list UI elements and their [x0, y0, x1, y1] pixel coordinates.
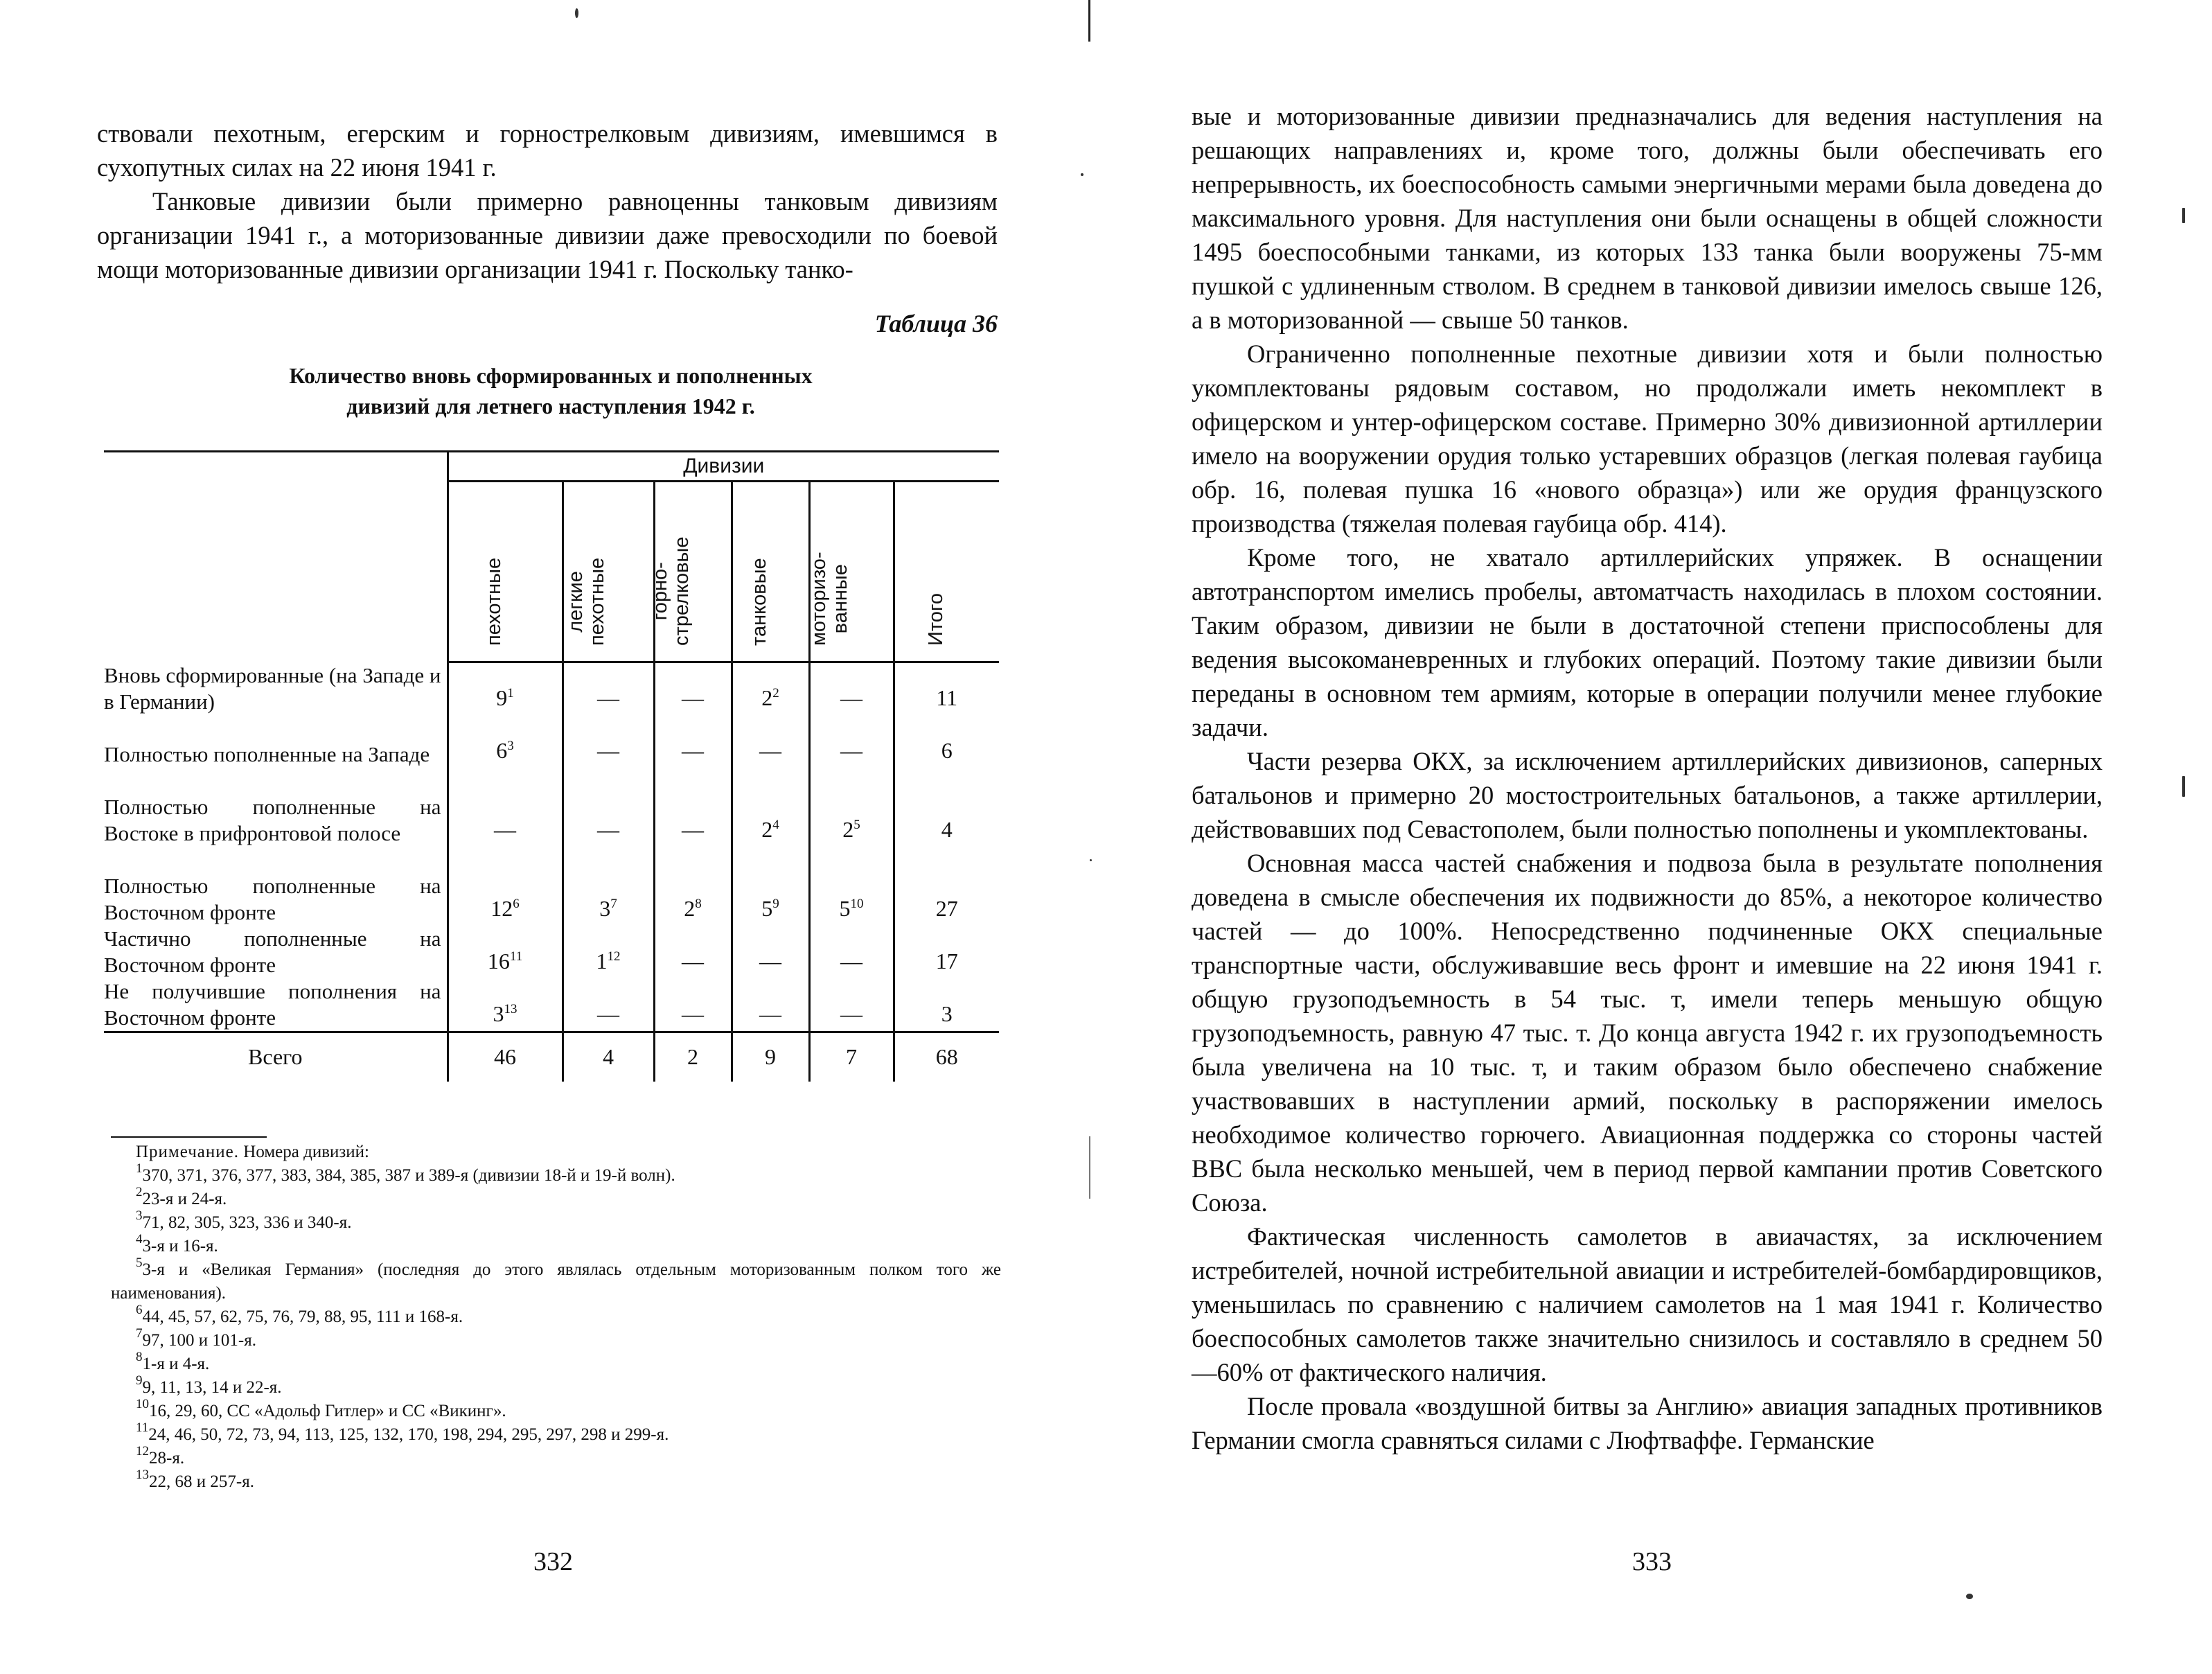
footnote — [111, 1470, 1001, 1494]
table-cell — [732, 715, 809, 768]
footnote-ref: 7 — [610, 896, 617, 911]
table-row — [104, 926, 999, 978]
column-header-1 — [448, 482, 563, 662]
total-value: 4 — [563, 1032, 654, 1082]
footnote-number: 1 — [136, 1161, 143, 1176]
table-row — [104, 768, 999, 847]
paragraph: Ограниченно пополненные пехотные дивизии хотя и были полностью укомплектованы рядовым составом, но продолжали иметь некомплект в офицерском и унтер-офицерском составе. Примерно 30% дивизионной артиллерии имело на вооружении орудия только устаревших образцов (легкая полевая гаубица обр. 16, полевая пушка 16 «нового образца») или же орудия французского производства (тяжелая полевая гаубица обр. 414). — [1192, 340, 2103, 538]
table-row — [104, 715, 999, 768]
cell-value: 9 — [496, 685, 508, 710]
cell-value: 2 — [842, 816, 854, 842]
total-row — [104, 1032, 999, 1082]
footnote — [111, 1326, 1001, 1353]
table-row — [104, 662, 999, 715]
column-header-text — [808, 552, 851, 646]
cell-value: 2 — [761, 685, 773, 710]
footnote-number: 5 — [136, 1256, 143, 1270]
footnote-text: 97, 100 и 101-я. — [142, 1331, 256, 1350]
footnote-text: 71, 82, 305, 323, 336 и 340-я. — [142, 1213, 352, 1232]
table-cell — [732, 978, 809, 1032]
group-header-divisions: Дивизии — [448, 452, 999, 482]
table-cell — [732, 662, 809, 715]
total-value: 9 — [732, 1032, 809, 1082]
column-header-3 — [649, 482, 732, 662]
row-label: Полностью пополненные на Восточном фронте — [104, 873, 441, 924]
table-cell — [448, 662, 563, 715]
table-title-line-2: дивизий для летнего наступления 1942 г. — [346, 394, 755, 418]
table-cell — [563, 662, 654, 715]
right-page — [1095, 0, 2212, 1674]
column-header-5 — [809, 482, 894, 662]
footnote-number: 10 — [136, 1397, 149, 1411]
scan-speck — [1081, 173, 1083, 176]
table-label: Таблица 36 — [874, 310, 998, 337]
total-value: 68 — [894, 1032, 999, 1082]
column-header-6 — [894, 482, 999, 662]
table-cell — [654, 768, 732, 847]
footnote-text: 44, 45, 57, 62, 75, 76, 79, 88, 95, 111 и 168-я. — [142, 1307, 463, 1326]
column-header-line: Итого — [924, 593, 947, 646]
footnote-list — [111, 1161, 1001, 1494]
column-header-text — [484, 558, 505, 646]
table-cell — [809, 978, 894, 1032]
scan-speck — [1090, 859, 1092, 861]
cell-value: 17 — [935, 948, 958, 973]
cell-value: 11 — [936, 685, 958, 710]
cell-value: — — [597, 737, 619, 763]
footnote — [111, 1258, 1001, 1305]
table-cell — [894, 847, 999, 926]
footnote — [111, 1444, 1001, 1470]
table-corner-cell — [104, 452, 448, 662]
footnote-ref: 3 — [507, 738, 514, 753]
column-header-line: моторизо- — [808, 552, 830, 646]
cell-value: — — [840, 737, 862, 763]
row-label: Вновь сформированные (на Западе и в Германии) — [104, 662, 441, 714]
cell-value: 6 — [941, 737, 953, 763]
total-value: 7 — [809, 1032, 894, 1082]
table-title — [104, 360, 998, 421]
cell-value: 5 — [839, 895, 851, 921]
footnote-number: 11 — [136, 1420, 149, 1435]
footnote-text: 23-я и 24-я. — [142, 1190, 227, 1208]
footnote-ref: 2 — [772, 685, 779, 701]
column-header-text — [749, 558, 770, 646]
footnote-rule — [111, 1136, 267, 1138]
footnote — [111, 1232, 1001, 1258]
table-cell — [809, 768, 894, 847]
row-label: Частично пополненные на Восточном фронте — [104, 926, 441, 977]
right-body-text — [1192, 99, 2103, 1457]
cell-value: — — [682, 737, 704, 763]
table-cell — [732, 768, 809, 847]
table-cell — [894, 715, 999, 768]
table-cell — [894, 978, 999, 1032]
column-header-line: стрелковые — [671, 536, 693, 646]
footnote-text: 9, 11, 13, 14 и 22-я. — [142, 1378, 282, 1397]
cell-value: — — [682, 948, 704, 973]
footnote — [111, 1373, 1001, 1400]
row-label: Полностью пополненные на Западе — [104, 741, 430, 766]
footnote-ref: 5 — [853, 817, 860, 832]
cell-value: — — [759, 948, 781, 973]
note-intro-text: Номера дивизий: — [243, 1143, 369, 1161]
cell-value: — — [840, 685, 862, 710]
column-header-4 — [732, 482, 809, 662]
cell-value: — — [759, 737, 781, 763]
cell-value: — — [597, 685, 619, 710]
table-cell — [654, 978, 732, 1032]
footnote — [111, 1420, 1001, 1447]
footnote-ref: 8 — [695, 896, 702, 911]
paragraph: Части резерва ОКХ, за исключением артиллерийских дивизионов, саперных батальонов и примерно 20 мостостроительных батальонов, а также артиллерии, действовавших под Севастополем, были полностью пополнены и укомплектованы. — [1192, 747, 2103, 843]
table-row — [104, 978, 999, 1032]
cell-value: 2 — [684, 895, 696, 921]
row-label: Полностью пополненные на Востоке в прифронтовой полосе — [104, 794, 441, 845]
footnote-number: 2 — [136, 1185, 143, 1199]
table-cell — [654, 847, 732, 926]
paragraph: Основная масса частей снабжения и подвоза была в результате пополнения доведена в смысле обеспечения их подвижности до 85%, а некоторое количество частей — до 100%. Непосредственно подчиненные ОКХ специальные транспортные части, обслуживавшие весь фронт и имевшие на 22 июня 1941 г. общую грузоподъемность в 54 тыс. т, имели теперь меньшую общую грузоподъемность, равную 47 тыс. т. До конца августа 1942 г. их грузоподъемность была увеличена на 10 тыс. т, и таким образом было обеспечено снабжение участвовавших в наступлении армий, поскольку в распоряжении имелось необходимое количество горючего. Авиационная поддержка со стороны частей ВВС была несколько меньшей, чем в период первой кампании против Советского Союза. — [1192, 849, 2103, 1217]
column-header-line: легкие — [565, 571, 587, 633]
left-page — [0, 0, 1095, 1674]
page-number-right: 333 — [1632, 1547, 1672, 1576]
footnote-text: 16, 29, 60, СС «Адольф Гитлер» и СС «Викинг». — [149, 1402, 506, 1420]
footnote-text: 3-я и 16-я. — [142, 1237, 218, 1256]
cell-value: — — [597, 816, 619, 842]
scan-speck — [575, 8, 578, 18]
cell-value: 6 — [496, 737, 508, 763]
total-value: 46 — [448, 1032, 563, 1082]
note-label: Примечание. — [136, 1143, 240, 1161]
table-cell — [448, 847, 563, 926]
footnote-number: 12 — [136, 1444, 149, 1459]
cell-value: — — [759, 1001, 781, 1026]
footnote-text: 24, 46, 50, 72, 73, 94, 113, 125, 132, 170, 198, 294, 295, 297, 298 и 299-я. — [148, 1425, 669, 1444]
table-cell — [809, 847, 894, 926]
table-row — [104, 847, 999, 926]
column-header-line: горно- — [649, 562, 671, 621]
footnote — [111, 1208, 1001, 1235]
footnote-ref: 13 — [504, 1001, 517, 1016]
cell-value: 12 — [490, 895, 513, 921]
cell-value: 16 — [487, 948, 510, 973]
cell-value: 3 — [941, 1001, 953, 1026]
row-label: Не получившие пополнения на Восточном фронте — [104, 978, 441, 1030]
cell-value: 3 — [493, 1001, 504, 1026]
scan-speck — [2182, 208, 2185, 223]
paragraph: Фактическая численность самолетов в авиачастях, за исключением истребителей, ночной истребительной авиации и истребителей-бомбардировщиков, уменьшилась по сравнению с наличием самолетов на 1 мая 1941 г. Количество боеспособных самолетов также значительно снизилось и составляло в среднем 50—60% от фактического наличия. — [1192, 1222, 2103, 1386]
table-cell — [448, 768, 563, 847]
footnote-ref: 4 — [772, 817, 779, 832]
footnote — [111, 1185, 1001, 1211]
cell-value: — — [682, 816, 704, 842]
note-intro — [111, 1140, 1001, 1164]
cell-value: — — [597, 1001, 619, 1026]
column-header-line: пехотные — [483, 557, 505, 646]
table-cell — [448, 715, 563, 768]
footnote — [111, 1397, 1001, 1423]
cell-value: 2 — [761, 816, 773, 842]
footnote — [111, 1161, 1001, 1188]
footnote-ref: 12 — [607, 949, 621, 964]
paragraph: Танковые дивизии были примерно равноценны танковым дивизиям организации 1941 г., а моторизованные дивизии даже превосходили по боевой мощи моторизованные дивизии организации 1941 г. Поскольку танко- — [97, 187, 998, 283]
table-cell — [894, 662, 999, 715]
column-header-text — [565, 558, 608, 646]
table-cell — [809, 662, 894, 715]
paragraph: После провала «воздушной битвы за Англию» авиация западных противников Германии смогла сравняться силами с Люфтваффе. Германские — [1192, 1392, 2103, 1454]
table-cell — [563, 926, 654, 978]
column-header-line: пехотные — [586, 557, 608, 646]
footnote-text: 28-я. — [149, 1449, 185, 1468]
footnote-number: 3 — [136, 1208, 143, 1223]
divisions-table — [104, 450, 999, 1082]
table-title-line-1: Количество вновь сформированных и пополненных — [289, 363, 813, 388]
footnote-ref: 10 — [850, 896, 864, 911]
table-body — [104, 662, 999, 1082]
paragraph: вые и моторизованные дивизии предназначались для ведения наступления на решающих направлениях и, кроме того, должны были обеспечивать его непрерывность, их боеспособность самыми энергичными мерами была доведена до максимального уровня. Для наступления они были оснащены в общей сложности 1495 боеспособными танками, из которых 133 танка были вооружены 75-мм пушкой с удлиненным стволом. В среднем в танковой дивизии имелось свыше 126, а в моторизованной — свыше 50 танков. — [1192, 102, 2103, 334]
table-cell — [732, 926, 809, 978]
footnote-text: 370, 371, 376, 377, 383, 384, 385, 387 и 389-я (дивизии 18-й и 19-й волн). — [142, 1166, 675, 1185]
cell-value: — — [840, 1001, 862, 1026]
footnotes — [111, 1140, 1001, 1494]
page-number-left: 332 — [533, 1547, 573, 1576]
footnote-number: 7 — [136, 1326, 143, 1341]
table-cell — [448, 926, 563, 978]
paragraph: Кроме того, не хватало артиллерийских упряжек. В оснащении автотранспортом имелись пробелы, автоматчасть находилась в плохом состоянии. Таким образом, дивизии не были в достаточной степени приспособлены для ведения высокоманевренных и глубоких операций. Поэтому такие дивизии были переданы в основном тем армиям, которые в операции получили менее глубокие задачи. — [1192, 543, 2103, 741]
table-cell — [809, 926, 894, 978]
footnote-ref: 11 — [509, 949, 523, 964]
table-cell — [563, 768, 654, 847]
footnote — [111, 1350, 1001, 1376]
column-header-text — [650, 536, 693, 646]
footnote-number: 4 — [136, 1232, 143, 1246]
footnote-ref: 1 — [507, 685, 514, 701]
footnote-number: 8 — [136, 1350, 143, 1364]
table-cell — [732, 847, 809, 926]
column-header-line: ванные — [829, 564, 851, 634]
table-cell — [448, 978, 563, 1032]
table-cell — [654, 715, 732, 768]
column-header-line: танковые — [748, 558, 770, 646]
footnote-number: 9 — [136, 1373, 143, 1388]
cell-value: — — [840, 948, 862, 973]
table-cell — [894, 768, 999, 847]
cell-value: 5 — [761, 895, 773, 921]
cell-value: 1 — [596, 948, 608, 973]
column-header-2 — [563, 482, 654, 662]
table-cell — [809, 715, 894, 768]
cell-value: — — [682, 1001, 704, 1026]
table-cell — [894, 926, 999, 978]
footnote-ref: 9 — [772, 896, 779, 911]
paragraph: ствовали пехотным, егерским и горнострелковым дивизиям, имевшимся в сухопутных силах на 22 июня 1941 г. — [97, 119, 998, 182]
table-cell — [563, 978, 654, 1032]
footnote — [111, 1305, 1001, 1329]
total-label: Всего — [104, 1032, 448, 1082]
table-cell — [654, 926, 732, 978]
footnote-text: 1-я и 4-я. — [142, 1355, 210, 1373]
scan-speck — [1966, 1594, 1973, 1599]
column-header-text — [926, 593, 947, 646]
table-cell — [563, 715, 654, 768]
cell-value: 3 — [599, 895, 611, 921]
footnote-text: 3-я и «Великая Германия» (последняя до этого являлась отдельным моторизованным полком того же наименования). — [111, 1260, 1001, 1303]
table-cell — [654, 662, 732, 715]
cell-value: 4 — [941, 816, 953, 842]
cell-value: — — [682, 685, 704, 710]
footnote-text: 22, 68 и 257-я. — [149, 1472, 254, 1491]
cell-value: — — [494, 816, 516, 842]
left-body-text — [97, 116, 998, 286]
footnote-number: 6 — [136, 1303, 143, 1317]
footnote-ref: 6 — [513, 896, 520, 911]
total-value: 2 — [654, 1032, 732, 1082]
table-cell — [563, 847, 654, 926]
footnote-number: 13 — [136, 1468, 149, 1482]
scan-speck — [2182, 776, 2185, 797]
cell-value: 27 — [935, 895, 958, 921]
